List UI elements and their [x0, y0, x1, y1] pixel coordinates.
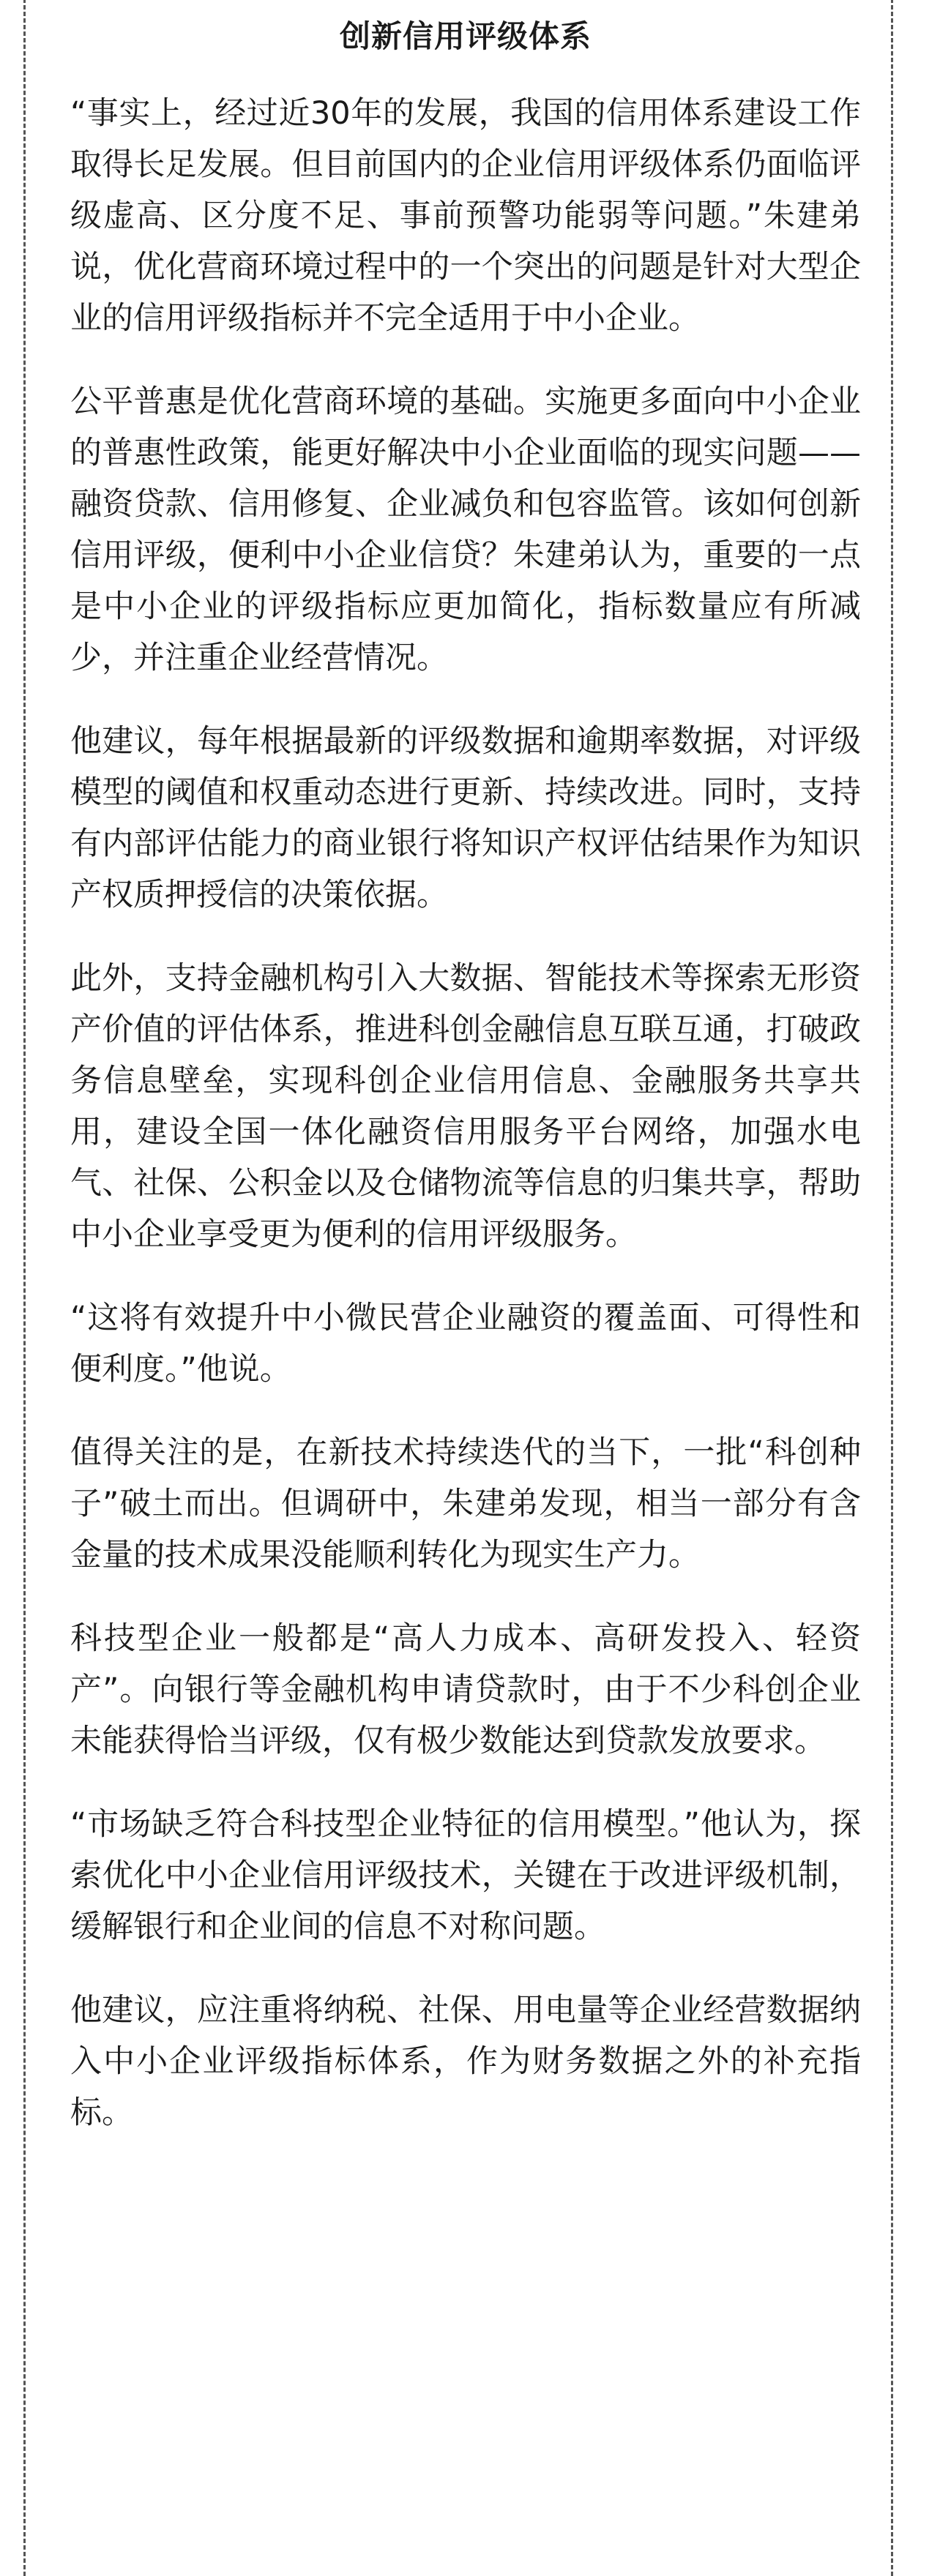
- paragraph-6: 值得关注的是，在新技术持续迭代的当下，一批“科创种子”破土而出。但调研中，朱建弟发现，相当一部分有含金量的技术成果没能顺利转化为现实生产力。: [70, 1434, 861, 1573]
- paragraph-8: “市场缺乏符合科技型企业特征的信用模型。”他认为，探索优化中小企业信用评级技术，关键在于改进评级机制，缓解银行和企业间的信息不对称问题。: [70, 1806, 861, 1945]
- paragraph-9: 他建议，应注重将纳税、社保、用电量等企业经营数据纳入中小企业评级指标体系，作为财务数据之外的补充指标。: [70, 1992, 861, 2131]
- paragraph-3: 他建议，每年根据最新的评级数据和逾期率数据，对评级模型的阈值和权重动态进行更新、持续改进。同时，支持有内部评估能力的商业银行将知识产权评估结果作为知识产权质押授信的决策依据。: [70, 723, 861, 913]
- paragraph-4: 此外，支持金融机构引入大数据、智能技术等探索无形资产价值的评估体系，推进科创金融信息互联互通，打破政务信息壁垒，实现科创企业信用信息、金融服务共享共用，建设全国一体化融资信用服务平台网络，加强水电气、社保、公积金以及仓储物流等信息的归集共享，帮助中小企业享受更为便利的信用评级服务。: [70, 960, 861, 1253]
- section-title: 创新信用评级体系: [339, 18, 592, 54]
- paragraph-7: 科技型企业一般都是“高人力成本、高研发投入、轻资产”。向银行等金融机构申请贷款时，由于不少科创企业未能获得恰当评级，仅有极少数能达到贷款发放要求。: [70, 1620, 861, 1759]
- article-body: [70, 0, 861, 2138]
- paragraph-5: “这将有效提升中小微民营企业融资的覆盖面、可得性和便利度。”他说。: [70, 1300, 861, 1388]
- paragraph-1: “事实上，经过近30年的发展，我国的信用体系建设工作取得长足发展。但目前国内的企业信用评级体系仍面临评级虚高、区分度不足、事前预警功能弱等问题。”朱建弟说，优化营商环境过程中的一个突出的问题是针对大型企业的信用评级指标并不完全适用于中小企业。: [70, 95, 861, 337]
- paragraph-2: 公平普惠是优化营商环境的基础。实施更多面向中小企业的普惠性政策，能更好解决中小企业面临的现实问题——融资贷款、信用修复、企业减负和包容监管。该如何创新信用评级，便利中小企业信贷？朱建弟认为，重要的一点是中小企业的评级指标应更加简化，指标数量应有所减少，并注重企业经营情况。: [70, 383, 861, 676]
